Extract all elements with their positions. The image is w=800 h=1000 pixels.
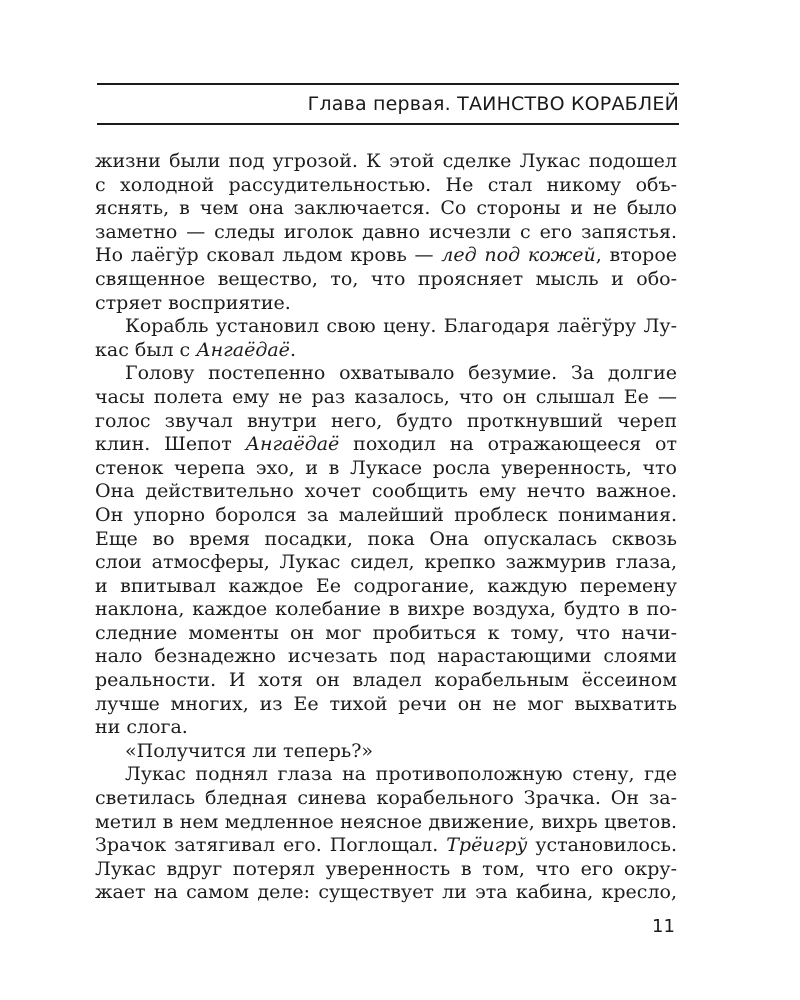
text-line: Лукас вдруг потерял уверенность в том, что его окру-	[95, 857, 677, 880]
text-line: Лукас поднял глаза на противоположную стену, где	[125, 763, 677, 786]
text-line: ни слога.	[95, 716, 188, 739]
text-line: метил в нем медленное неясное движение, вихрь цветов.	[95, 810, 677, 833]
text-line: Он упорно боролся за малейший проблеск понимания.	[95, 503, 677, 526]
text-line: «Получится ли теперь?»	[125, 739, 374, 762]
text-line: и впитывал каждое Ее содрогание, каждую перемену	[95, 574, 677, 597]
text-line: клин. Шепот Ангаёдаё походил на отражающееся от	[95, 433, 678, 456]
text-line: Зрачок затягивал его. Поглощал. Трёигрў установилось.	[95, 834, 677, 857]
text-line: наклона, каждое колебание в вихре воздуха, будто в по-	[95, 598, 677, 621]
text-line: Она действительно хочет сообщить ему нечто важное.	[95, 480, 677, 503]
running-header: Глава первая. ТАИНСТВО КОРАБЛЕЙ	[307, 93, 679, 115]
text-line: следние моменты он мог пробиться к тому, что начи-	[95, 621, 677, 644]
text-line: яснять, в чем она заключается. Со стороны и не было	[95, 197, 677, 220]
text-line: реальности. И хотя он владел корабельным ёссеином	[95, 669, 677, 692]
text-line: лучше многих, из Ее тихой речи он не мог выхватить	[95, 692, 677, 715]
text-line: жает на самом деле: существует ли эта кабина, кресло,	[95, 881, 677, 904]
text-line: стряет восприятие.	[95, 291, 291, 314]
header-bottom-rule	[97, 123, 679, 125]
text-line: нало безнадежно исчезать под нарастающими слоями	[95, 645, 677, 668]
text-line: Голову постепенно охватывало безумие. За долгие	[125, 362, 677, 385]
text-line: часы полета ему не раз казалось, что он слышал Ее —	[95, 385, 677, 408]
text-line: с холодной рассудительностью. Не стал никому объ-	[95, 173, 677, 196]
text-line: слои атмосферы, Лукас сидел, крепко зажмурив глаза,	[95, 551, 677, 574]
header-top-rule	[97, 83, 679, 85]
text-line: жизни были под угрозой. К этой сделке Лукас подошел	[95, 150, 677, 172]
text-line: Еще во время посадки, пока Она опускалась сквозь	[95, 527, 677, 550]
text-line: голос звучал внутри него, будто проткнувший череп	[95, 409, 677, 432]
body-text	[95, 150, 677, 905]
page-number: 11	[652, 916, 675, 937]
text-line: Корабль установил свою цену. Благодаря лаёгўру Лу-	[125, 315, 677, 338]
text-line: стенок черепа эхо, и в Лукасе росла уверенность, что	[95, 456, 677, 479]
text-line: кас был с Ангаёдаё.	[95, 338, 296, 361]
text-line: светилась бледная синева корабельного Зрачка. Он за-	[95, 787, 677, 810]
text-line: священное вещество, то, что проясняет мысль и обо-	[95, 267, 677, 290]
text-line: заметно — следы иголок давно исчезли с его запястья.	[95, 220, 677, 243]
text-line: Но лаёгўр сковал льдом кровь — лед под кожей, второе	[95, 244, 678, 267]
